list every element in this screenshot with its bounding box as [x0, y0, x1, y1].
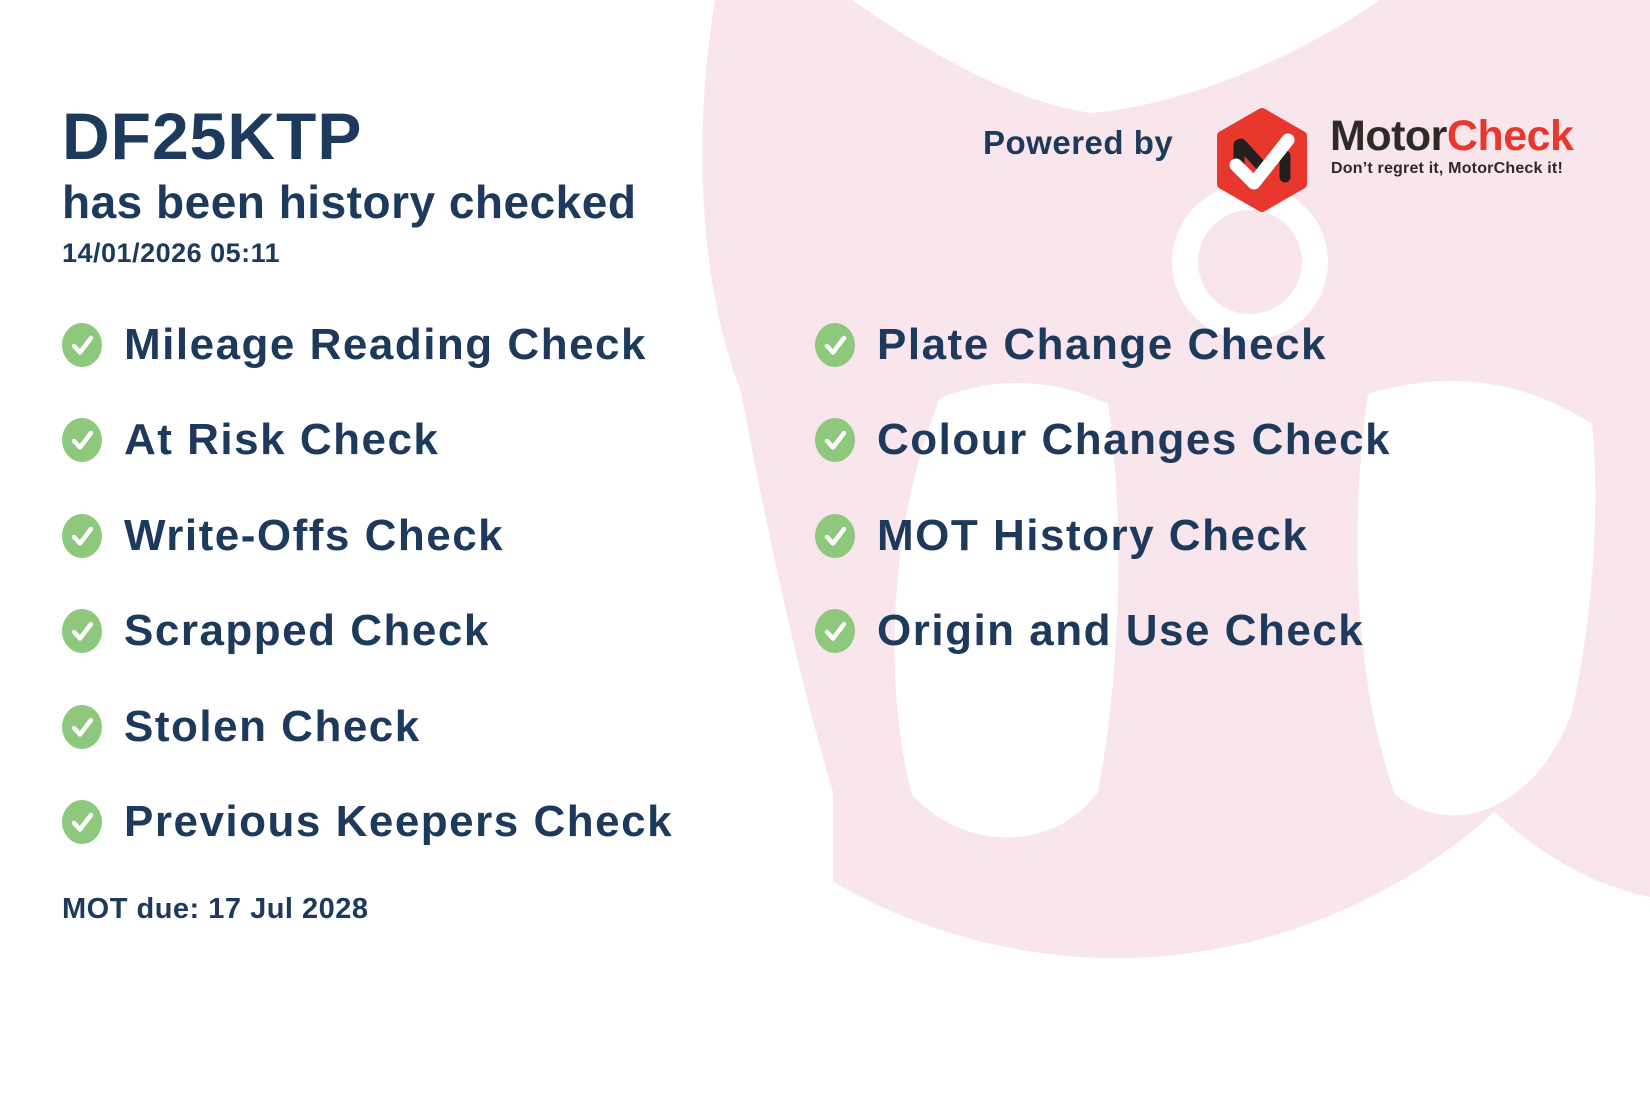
- check-circle-icon: [62, 705, 102, 749]
- check-list-item: [815, 584, 1391, 680]
- brand-tagline: Don’t regret it, MotorCheck it!: [1331, 160, 1563, 177]
- check-list-item: [62, 488, 673, 584]
- check-circle-icon: [815, 323, 855, 367]
- check-circle-icon: [62, 609, 102, 653]
- check-circle-icon: [815, 418, 855, 462]
- check-item-label: Origin and Use Check: [877, 606, 1365, 656]
- check-circle-icon: [62, 418, 102, 462]
- check-item-label: Scrapped Check: [124, 606, 490, 656]
- check-list-item: [815, 297, 1391, 393]
- check-item-label: Write-Offs Check: [124, 510, 505, 560]
- check-circle-icon: [62, 323, 102, 367]
- check-item-label: Stolen Check: [124, 701, 421, 751]
- vehicle-registration: DF25KTP: [62, 99, 363, 173]
- brand-name-check: Check: [1446, 112, 1574, 160]
- check-item-label: Mileage Reading Check: [124, 319, 647, 369]
- check-item-label: At Risk Check: [124, 415, 440, 465]
- brand-name-motor: Motor: [1330, 112, 1447, 160]
- check-circle-icon: [815, 609, 855, 653]
- check-list-item: [815, 393, 1391, 489]
- check-list-item: [62, 775, 673, 871]
- brand-wordmark: [1330, 112, 1573, 161]
- check-item-label: Plate Change Check: [877, 319, 1328, 369]
- check-item-label: Colour Changes Check: [877, 415, 1392, 465]
- check-list-item: [62, 584, 673, 680]
- mot-due-text: MOT due: 17 Jul 2028: [62, 893, 369, 925]
- check-circle-icon: [815, 514, 855, 558]
- check-list-item: [62, 393, 673, 489]
- check-item-label: Previous Keepers Check: [124, 797, 674, 847]
- check-circle-icon: [62, 800, 102, 844]
- check-list-right: [815, 297, 1391, 679]
- check-circle-icon: [62, 514, 102, 558]
- check-list-left: [62, 297, 673, 870]
- check-timestamp: 14/01/2026 05:11: [62, 238, 281, 268]
- motorcheck-logo-icon: [1212, 108, 1312, 212]
- check-list-item: [62, 297, 673, 393]
- powered-by-label: Powered by: [983, 124, 1174, 161]
- check-item-label: MOT History Check: [877, 510, 1309, 560]
- check-list-item: [815, 488, 1391, 584]
- check-list-item: [62, 679, 673, 775]
- check-status-heading: has been history checked: [62, 176, 637, 228]
